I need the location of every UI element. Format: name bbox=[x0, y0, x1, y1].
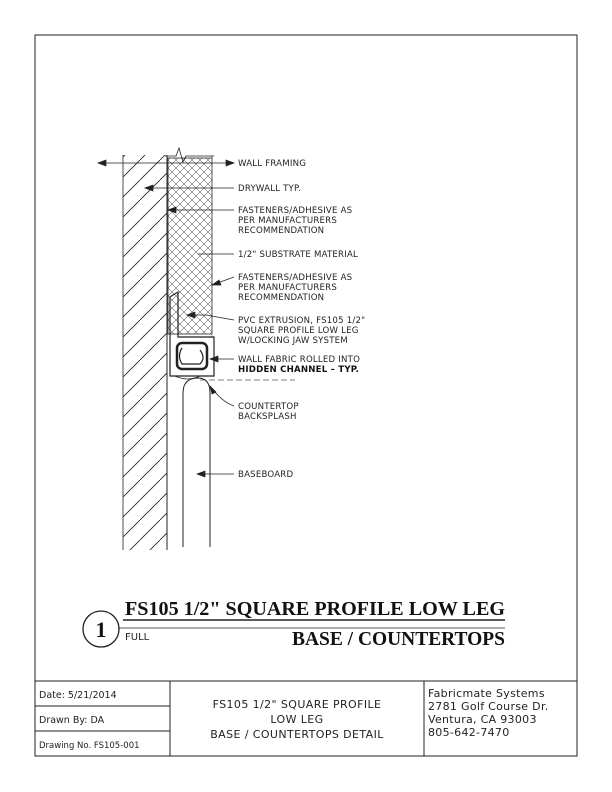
title-block-address2: Ventura, CA 93003 bbox=[428, 713, 537, 726]
label-fasteners-1-line1: FASTENERS/ADHESIVE AS bbox=[238, 206, 353, 216]
detail-scale: FULL bbox=[125, 632, 150, 643]
label-fasteners-1-line3: RECOMMENDATION bbox=[238, 226, 325, 236]
detail-title-line2: BASE / COUNTERTOPS bbox=[292, 628, 505, 650]
label-wall-framing: WALL FRAMING bbox=[238, 159, 307, 169]
label-fasteners-2-line3: RECOMMENDATION bbox=[238, 293, 325, 303]
label-pvc-line1: PVC EXTRUSION, FS105 1/2" bbox=[238, 316, 366, 326]
label-baseboard: BASEBOARD bbox=[238, 470, 294, 480]
title-block-center-line3: BASE / COUNTERTOPS DETAIL bbox=[210, 728, 384, 741]
label-countertop-line1: COUNTERTOP bbox=[238, 402, 299, 412]
wall-framing bbox=[123, 155, 167, 550]
title-block-drawing-no: Drawing No. FS105-001 bbox=[39, 741, 140, 751]
detail-title bbox=[83, 598, 505, 650]
detail-title-line1: FS105 1/2" SQUARE PROFILE LOW LEG bbox=[125, 598, 506, 620]
title-block bbox=[35, 681, 577, 756]
title-block-company: Fabricmate Systems bbox=[428, 687, 545, 700]
title-block-center-line2: LOW LEG bbox=[270, 713, 324, 726]
label-drywall: DRYWALL TYP. bbox=[238, 184, 301, 194]
title-block-address1: 2781 Golf Course Dr. bbox=[428, 700, 549, 713]
title-block-phone: 805-642-7470 bbox=[428, 726, 510, 739]
title-block-drawn-by: Drawn By: DA bbox=[39, 715, 105, 726]
label-fabric-line2: HIDDEN CHANNEL – TYP. bbox=[238, 365, 360, 375]
label-pvc-line3: W/LOCKING JAW SYSTEM bbox=[238, 336, 348, 346]
detail-number: 1 bbox=[95, 617, 107, 642]
label-pvc-line2: SQUARE PROFILE LOW LEG bbox=[238, 326, 359, 336]
title-block-date: Date: 5/21/2014 bbox=[39, 690, 117, 701]
baseboard bbox=[183, 378, 210, 547]
label-countertop-line2: BACKSPLASH bbox=[238, 412, 297, 422]
label-fabric-line1: WALL FABRIC ROLLED INTO bbox=[238, 355, 361, 365]
label-fasteners-1-line2: PER MANUFACTURERS bbox=[238, 216, 337, 226]
label-fasteners-2-line2: PER MANUFACTURERS bbox=[238, 283, 337, 293]
label-fasteners-2-line1: FASTENERS/ADHESIVE AS bbox=[238, 273, 353, 283]
label-substrate: 1/2" SUBSTRATE MATERIAL bbox=[238, 250, 359, 260]
title-block-center-line1: FS105 1/2" SQUARE PROFILE bbox=[212, 698, 382, 711]
substrate-material bbox=[168, 155, 212, 338]
